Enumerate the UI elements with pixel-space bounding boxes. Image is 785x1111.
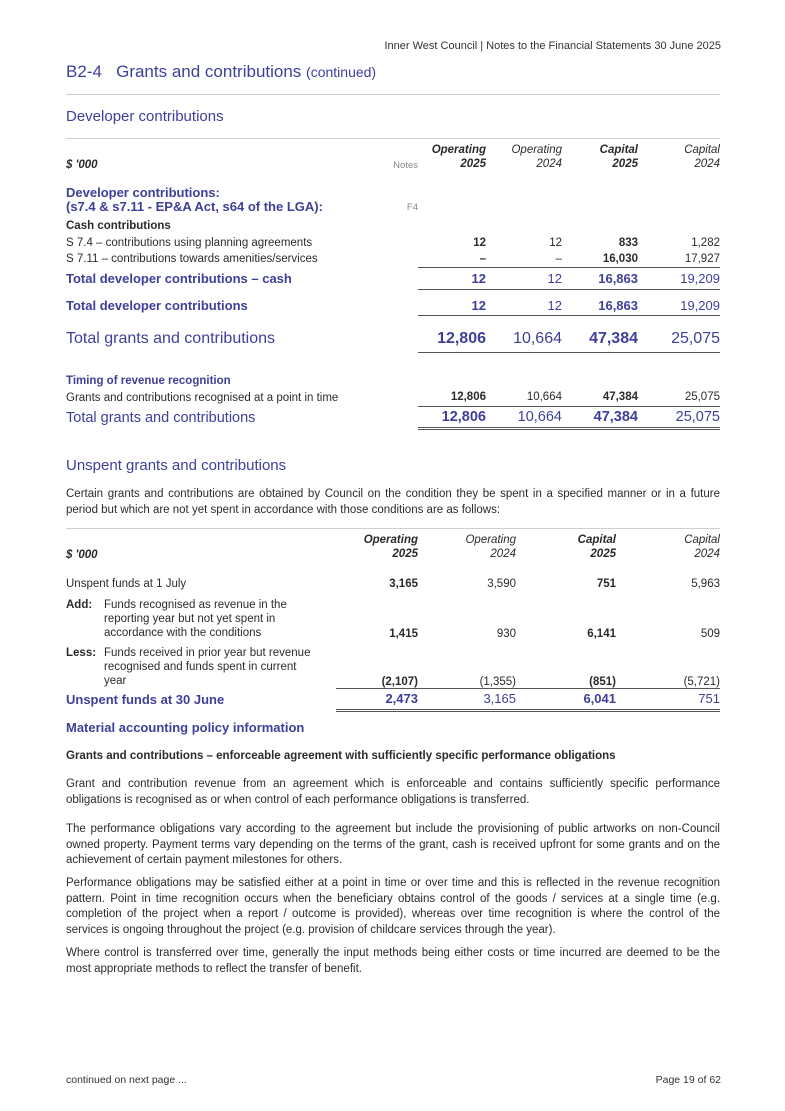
cell: (851) <box>516 646 616 688</box>
cell: 833 <box>618 236 638 249</box>
cell: 10,664 <box>486 326 562 352</box>
total-row <box>66 267 720 289</box>
col-header-capital-2025: Capital 2025 <box>577 534 616 560</box>
cell: 12 <box>486 267 562 289</box>
cell: 25,075 <box>638 326 720 352</box>
cell: 12 <box>549 236 562 249</box>
cell: 751 <box>596 578 616 590</box>
cell: 16,030 <box>562 251 638 267</box>
table-row <box>66 598 720 640</box>
cell: – <box>486 251 562 267</box>
col-header-operating-2025: Operating 2025 <box>431 144 486 170</box>
running-title: Inner West Council | Notes to the Financial Statements 30 June 2025 <box>384 40 721 52</box>
table-header-row <box>66 142 720 172</box>
cell: (5,721) <box>616 646 720 688</box>
page-number: Page 19 of 62 <box>655 1074 721 1086</box>
cell: 1,282 <box>691 236 720 249</box>
divider <box>66 94 720 95</box>
group-note-ref: F4 <box>406 201 418 213</box>
cell: 12 <box>486 296 562 316</box>
cell: 12 <box>418 296 486 316</box>
section-title <box>66 62 376 82</box>
row-label: Total grants and contributions <box>66 409 256 426</box>
section-title-text: Grants and contributions <box>116 62 302 81</box>
col-header-operating-2024: Operating 2024 <box>511 144 562 170</box>
cell: 2,473 <box>336 688 418 710</box>
unspent-title: Unspent grants and contributions <box>66 457 287 474</box>
unspent-intro: Certain grants and contributions are obtained by Council on the condition they be spent in a specified manner or in a future period but which are not yet spent in accordance with those conditions are as follows: <box>66 488 720 516</box>
unit-header: $ '000 <box>66 549 98 561</box>
section-number: B2-4 <box>66 62 102 81</box>
col-header-capital-2025: Capital 2025 <box>599 144 638 170</box>
group-title-row <box>66 186 720 200</box>
cell: 16,863 <box>562 267 638 289</box>
developer-contributions-title: Developer contributions <box>66 108 224 125</box>
row-label: Less: Funds received in prior year but revenue recognised and funds spent in current year <box>66 647 311 687</box>
cell: 47,384 <box>562 407 638 429</box>
row-label: Unspent funds at 1 July <box>66 578 187 590</box>
unspent-table <box>66 532 720 712</box>
row-label: Add: Funds recognised as revenue in the reporting year but not yet spent in accordance with the conditions <box>66 599 287 639</box>
cell: 12,806 <box>418 407 486 429</box>
cell: 47,384 <box>562 326 638 352</box>
table-row <box>66 646 720 688</box>
row-label: Total developer contributions <box>66 298 248 313</box>
cell: 19,209 <box>638 296 720 316</box>
policy-paragraph-4: Where control is transferred over time, generally the input methods being either costs or time incurred are deemed to be the most appropriate methods to reflect the transfer of benefit. <box>66 947 720 975</box>
cell: 6,141 <box>587 628 616 640</box>
col-header-operating-2024: Operating 2024 <box>465 534 516 560</box>
cell: 16,863 <box>562 296 638 316</box>
cell: 930 <box>496 628 516 640</box>
divider <box>66 138 720 139</box>
policy-heading: Material accounting policy information <box>66 720 305 735</box>
row-label: Total developer contributions – cash <box>66 270 292 286</box>
cell: 10,664 <box>486 389 562 407</box>
total-row <box>66 296 720 316</box>
cell: 12 <box>418 267 486 289</box>
policy-subheading: Grants and contributions – enforceable agreement with sufficiently specific performance obligations <box>66 750 616 762</box>
cell: 25,075 <box>638 407 720 429</box>
row-label: S 7.11 – contributions towards amenities/services <box>66 253 318 265</box>
cell: (2,107) <box>336 646 418 688</box>
cell: 6,041 <box>516 688 616 710</box>
row-label: Grants and contributions recognised at a point in time <box>66 391 339 404</box>
cell: 12,806 <box>418 326 486 352</box>
row-label: Total grants and contributions <box>66 330 276 347</box>
policy-paragraph-2: The performance obligations vary according to the agreement but include the provisioning of public artworks on non-Council owned property. Payment terms vary depending on the terms of the grant, cash is received upfront for some grants and on the achievement of certain payment milestones for others. <box>66 823 720 866</box>
cell: 509 <box>700 628 720 640</box>
cell: 19,209 <box>638 267 720 289</box>
cell: 3,165 <box>389 578 418 590</box>
row-label: S 7.4 – contributions using planning agreements <box>66 236 313 249</box>
group-title-1: Developer contributions: <box>66 186 220 200</box>
cell: 12 <box>473 236 486 249</box>
cell: 5,963 <box>691 578 720 590</box>
col-header-operating-2025: Operating 2025 <box>363 534 418 560</box>
cell: 1,415 <box>389 628 418 640</box>
cell: 25,075 <box>638 389 720 407</box>
col-header-capital-2024: Capital 2024 <box>684 144 720 170</box>
cell: 12,806 <box>418 389 486 407</box>
continued-note: continued on next page ... <box>66 1074 187 1086</box>
total-row <box>66 688 720 710</box>
unit-header: $ '000 <box>66 159 98 171</box>
total-row <box>66 407 720 429</box>
cell: 3,590 <box>487 578 516 590</box>
timing-heading: Timing of revenue recognition <box>66 374 231 387</box>
table-row <box>66 389 720 407</box>
table-row <box>66 574 720 594</box>
table-row <box>66 251 720 267</box>
policy-paragraph-1: Grant and contribution revenue from an agreement which is enforceable and contains sufficiently specific performance obligations is recognised as or when control of each performance obligations is transferred. <box>66 778 720 806</box>
cash-heading: Cash contributions <box>66 220 171 232</box>
table-header-row <box>66 532 720 562</box>
developer-contributions-table <box>66 142 720 430</box>
col-header-capital-2024: Capital 2024 <box>684 534 720 560</box>
cell: (1,355) <box>418 646 516 688</box>
cell: 10,664 <box>486 407 562 429</box>
row-label: Unspent funds at 30 June <box>66 691 225 707</box>
cell: 3,165 <box>418 688 516 710</box>
notes-header: Notes <box>393 160 418 171</box>
group-title-2: (s7.4 & s7.11 - EP&A Act, s64 of the LGA): <box>66 200 323 214</box>
divider <box>66 528 720 529</box>
section-suffix: (continued) <box>306 64 377 80</box>
cell: 47,384 <box>562 389 638 407</box>
cell: 17,927 <box>638 251 720 267</box>
grand-total-row <box>66 326 720 352</box>
group-title-row <box>66 200 720 214</box>
table-row <box>66 234 720 251</box>
policy-paragraph-3: Performance obligations may be satisfied either at a point in time or over time and this is reflected in the revenue recognition pattern. Point in time recognition occurs when the beneficiary obtains control of the goods / services at a single time (e.g. completion of the project when a report / outcome is provided), whereas over time recognition is where the control of the services is ongoing throughout the project (e.g. provision of childcare services through the year). <box>66 877 720 936</box>
cell: 751 <box>616 688 720 710</box>
cell: – <box>418 251 486 267</box>
